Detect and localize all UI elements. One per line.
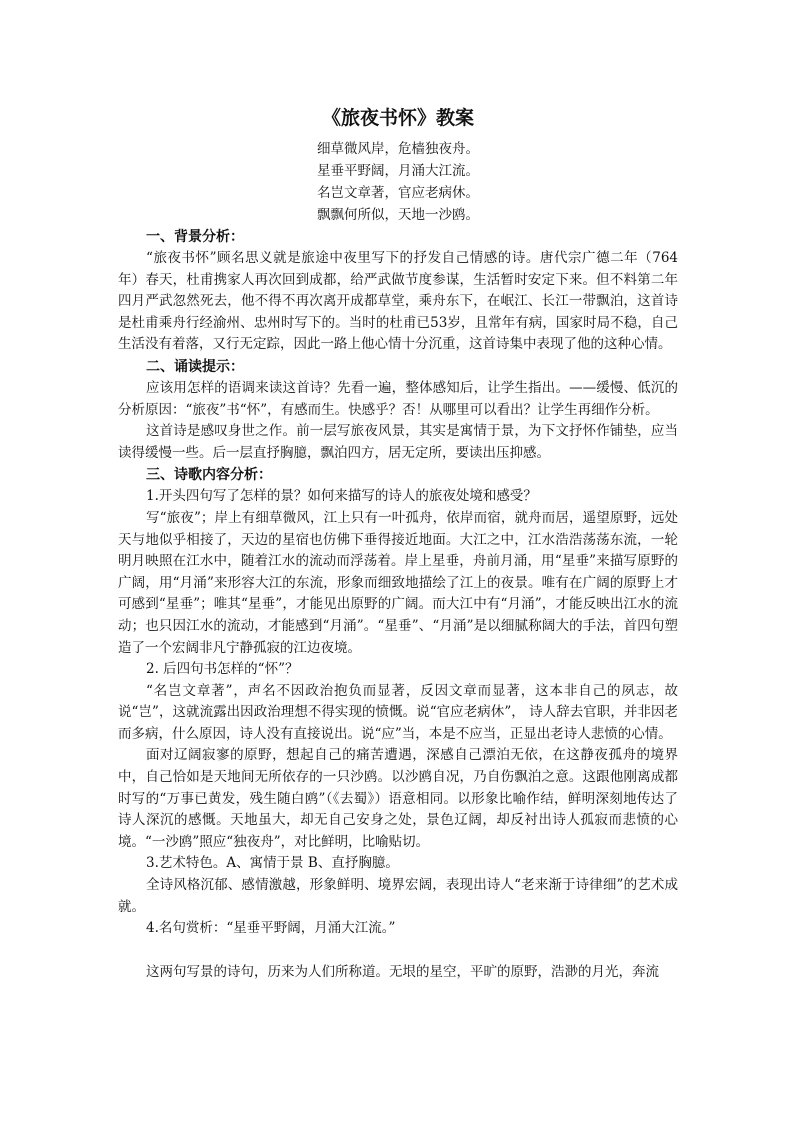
paragraph: 全诗风格沉郁、感情激越，形象鲜明、境界宏阔，表现出诗人“老来渐于诗律细”的艺术成就。 [118,877,678,915]
document-page [118,104,678,983]
paragraph: “旅夜书怀”顾名思义就是旅途中夜里写下的抒发自己情感的诗。唐代宗广德二年（764年）春天，杜甫携家人再次回到成都，给严武做节度参谋，生活暂时安定下来。但不料第二年四月严武忽然死去，他不得不再次离开成都草堂，乘舟东下，在岷江、长江一带飘泊，这首诗是杜甫乘舟行经渝州、忠州时写下的。当时的杜甫已53岁，且常年有病，国家时局不稳，自己生活没有着落，又行无定踪，因此一路上他心情十分沉重，这首诗集中表现了他的这种心情。 [118,250,678,353]
poem-line: 名岂文章著，官应老病休。 [317,185,479,201]
section-heading-background: 一、背景分析： [146,229,244,245]
poem-line: 细草微风岸，危樯独夜舟。 [317,141,479,157]
section-heading-reading: 二、诵读提示： [146,358,244,375]
paragraph: 2. 后四句书怎样的“怀”？ [146,661,299,678]
paragraph: 面对辽阔寂寥的原野，想起自己的痛苦遭遇，深感自己漂泊无依，在这静夜孤舟的境界中，自己恰如是天地间无所依存的一只沙鸥。以沙鸥自况，乃自伤飘泊之意。这跟他刚离成都时写的“万事已黄发，残生随白鸥”（《去蜀》）语意相同。以形象比喻作结，鲜明深刻地传达了诗人深沉的感慨。天地虽大，却无自己安身之处，景色辽阔，却反衬出诗人孤寂而悲愤的心境。“一沙鸥”照应“独夜舟”，对比鲜明，比喻贴切。 [118,747,678,850]
document-title: 《旅夜书怀》教案 [321,107,474,129]
section-heading-content: 三、诗歌内容分析： [146,467,272,484]
paragraph: 这两句写景的诗句，历来为人们所称道。无垠的星空，平旷的原野，浩渺的月光，奔流 [146,963,659,980]
paragraph: 应该用怎样的语调来读这首诗？先看一遍，整体感知后，让学生指出。——缓慢、低沉的分析原因：“旅夜”书“怀”，有感而生。快感乎？否！从哪里可以看出？让学生再细作分析。 [118,379,678,418]
paragraph: “名岂文章著”，声名不因政治抱负而显著，反因文章而显著，这本非自己的夙志，故说“岂”，这就流露出因政治理想不得实现的愤慨。说“官应老病休”， 诗人辞去官职，并非因老而多病，什么原因，诗人没有直接说出。说“应”当，本是不应当，正显出老诗人悲愤的心情。 [118,682,678,742]
poem-line: 飘飘何所似，天地一沙鸥。 [317,207,479,223]
paragraph: 1.开头四句写了怎样的景？如何来描写的诗人的旅夜处境和感受？ [146,488,537,505]
paragraph: 4.名句赏析：“星垂平野阔，月涌大江流。” [146,920,396,937]
paragraph: 这首诗是感叹身世之作。前一层写旅夜风景，其实是寓情于景，为下文抒怀作铺垫，应当读得缓慢一些。后一层直抒胸臆，飘泊四方，居无定所，要读出压抑感。 [118,423,678,461]
poem-block [118,138,678,226]
paragraph: 写“旅夜”；岸上有细草微风，江上只有一叶孤舟，依岸而宿，就舟而居，遥望原野，远处天与地似乎相接了，天边的星宿也仿佛下垂得接近地面。大江之中，江水浩浩荡荡东流，一轮明月映照在江水中，随着江水的流动而浮荡着。岸上星垂，舟前月涌，用“星垂”来描写原野的广阔，用“月涌”来形容大江的东流，形象而细致地描绘了江上的夜景。唯有在广阔的原野上才可感到“星垂”；唯其“星垂”，才能见出原野的广阔。而大江中有“月涌”，才能反映出江水的流动；也只因江水的流动，才能感到“月涌”。“星垂”、“月涌”是以细腻称阔大的手法，首四句塑造了一个宏阔非凡宁静孤寂的江边夜境。 [118,509,678,656]
spacer [118,940,678,962]
paragraph: 3.艺术特色。A、寓情于景 B、直抒胸臆。 [146,855,399,872]
poem-line: 星垂平野阔，月涌大江流。 [317,163,479,179]
